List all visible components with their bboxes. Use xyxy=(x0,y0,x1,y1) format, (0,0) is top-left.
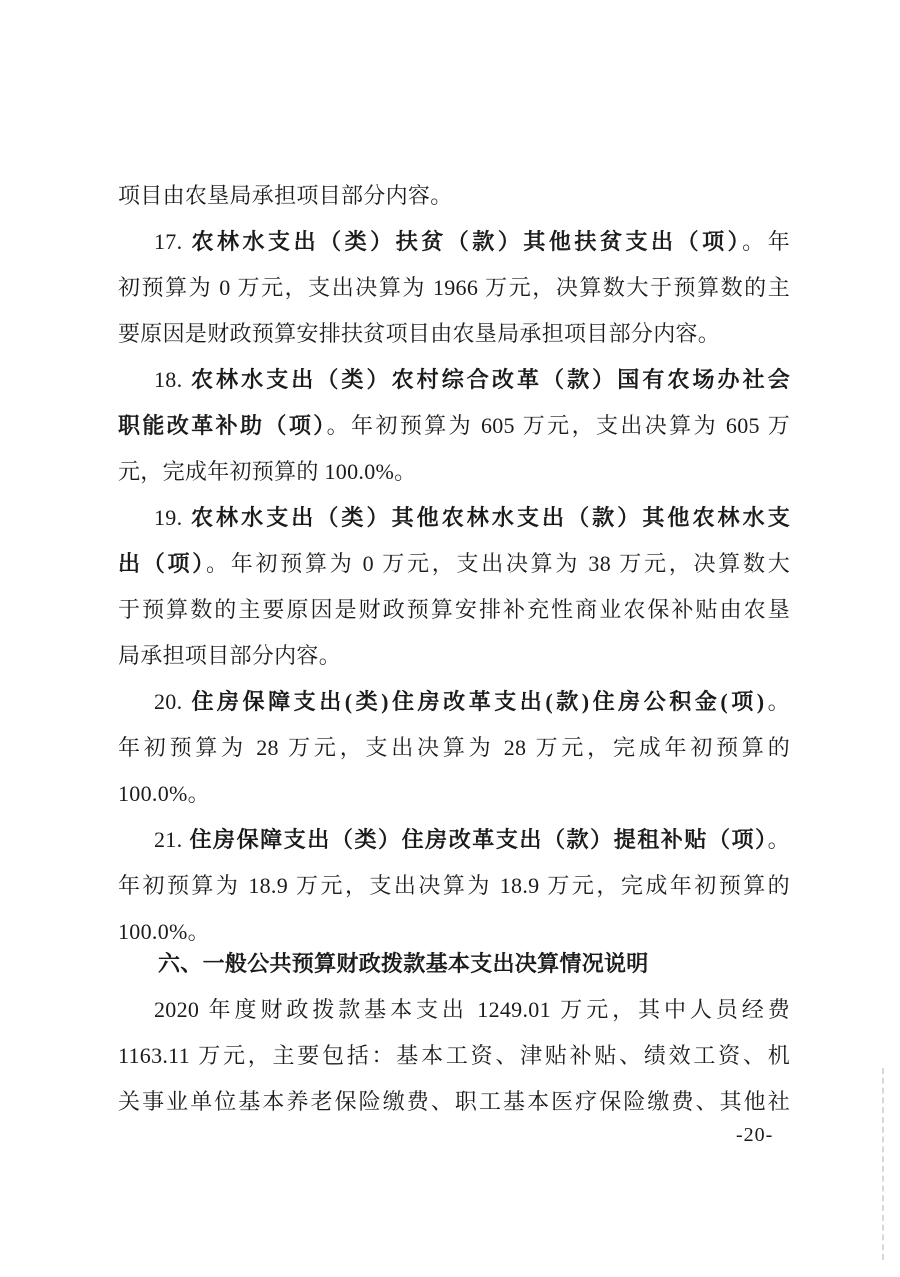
text-run: 初预算为 0 万元，支出决算为 1966 万元，决算数大于预算数的主 xyxy=(118,275,790,300)
text-line xyxy=(118,771,790,817)
document-body xyxy=(118,173,790,1125)
page-number: -20- xyxy=(736,1124,774,1146)
text-run: 100.0%。 xyxy=(118,919,210,944)
scan-artifact-dashed-line xyxy=(882,1068,884,1260)
text-line xyxy=(118,449,790,495)
text-run: 项目由农垦局承担项目部分内容。 xyxy=(118,183,453,208)
text-line xyxy=(118,817,790,863)
section-heading-6 xyxy=(118,941,790,987)
text-run: 局承担项目部分内容。 xyxy=(118,643,342,668)
text-run: 要原因是财政预算安排扶贫项目由农垦局承担项目部分内容。 xyxy=(118,321,721,346)
paragraph-basic-expenditure xyxy=(118,987,790,1125)
paragraph-18 xyxy=(118,357,790,495)
bold-text-run: 住房保障支出(类)住房改革支出(款)住房公积金(项) xyxy=(191,689,765,714)
text-line xyxy=(118,357,790,403)
text-run: 。年 xyxy=(742,229,790,254)
text-run: 年初预算为 28 万元，支出决算为 28 万元，完成年初预算的 xyxy=(118,735,790,760)
text-line xyxy=(118,679,790,725)
bold-text-run: 农林水支出（类）其他农林水支出（款）其他农林水支 xyxy=(190,505,791,530)
paragraph-17 xyxy=(118,219,790,357)
text-run: 18. xyxy=(154,367,191,392)
paragraph-19 xyxy=(118,495,790,679)
text-run: 元，完成年初预算的 100.0%。 xyxy=(118,459,417,484)
text-line xyxy=(118,1033,790,1079)
text-line xyxy=(118,725,790,771)
text-line xyxy=(118,265,790,311)
text-line xyxy=(118,541,790,587)
text-run: 20. xyxy=(154,689,192,714)
text-line xyxy=(118,987,790,1033)
bold-text-run: 职能改革补助（项） xyxy=(118,413,327,438)
bold-text-run: 六、一般公共预算财政拨款基本支出决算情况说明 xyxy=(158,951,649,976)
paragraph-continuation xyxy=(118,173,790,219)
text-run: 关事业单位基本养老保险缴费、职工基本医疗保险缴费、其他社 xyxy=(118,1089,790,1114)
paragraph-21 xyxy=(118,817,790,955)
text-run: 。年初预算为 0 万元，支出决算为 38 万元，决算数大 xyxy=(205,551,791,576)
bold-text-run: 住房保障支出（类）住房改革支出（款）提租补贴（项） xyxy=(189,827,768,852)
text-line xyxy=(118,311,790,357)
text-run: 21. xyxy=(154,827,190,852)
text-run: 。年初预算为 605 万元，支出决算为 605 万 xyxy=(326,413,790,438)
text-run: 17. xyxy=(154,229,192,254)
text-line xyxy=(118,1079,790,1125)
text-run: 100.0%。 xyxy=(118,781,210,806)
text-line xyxy=(118,941,790,987)
bold-text-run: 农林水支出（类）扶贫（款）其他扶贫支出（项） xyxy=(191,229,743,254)
bold-text-run: 农林水支出（类）农村综合改革（款）国有农场办社会 xyxy=(190,367,791,392)
paragraph-20 xyxy=(118,679,790,817)
text-line xyxy=(118,173,790,219)
text-run: 19. xyxy=(154,505,191,530)
text-run: 2020 年度财政拨款基本支出 1249.01 万元，其中人员经费 xyxy=(154,997,790,1022)
bold-text-run: 出（项） xyxy=(118,551,206,576)
text-line xyxy=(118,863,790,909)
text-line xyxy=(118,587,790,633)
text-run: 。 xyxy=(767,827,790,852)
text-line xyxy=(118,403,790,449)
text-run: 1163.11 万元，主要包括：基本工资、津贴补贴、绩效工资、机 xyxy=(118,1043,790,1068)
text-line xyxy=(118,495,790,541)
text-line xyxy=(118,633,790,679)
text-run: 。 xyxy=(764,689,790,714)
text-run: 于预算数的主要原因是财政预算安排补充性商业农保补贴由农垦 xyxy=(118,597,790,622)
text-run: 年初预算为 18.9 万元，支出决算为 18.9 万元，完成年初预算的 xyxy=(118,873,790,898)
text-line xyxy=(118,219,790,265)
